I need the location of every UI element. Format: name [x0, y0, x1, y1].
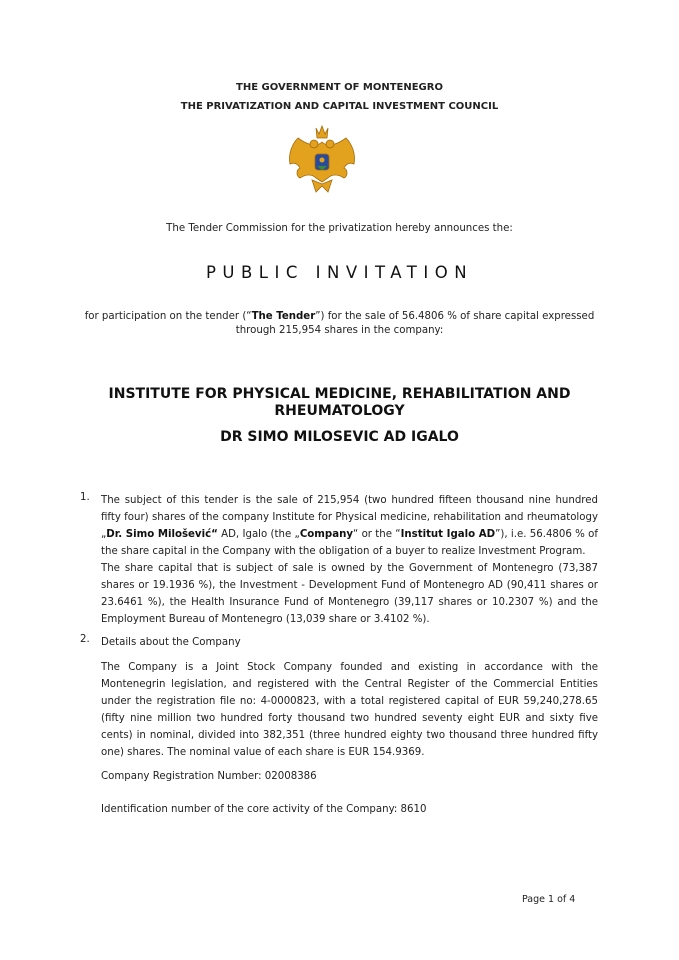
registration-number: Company Registration Number: 02008386 [101, 771, 317, 782]
subtitle-line1 [0, 311, 679, 322]
item-number: 1. [80, 492, 90, 503]
company-title-line1: INSTITUTE FOR PHYSICAL MEDICINE, REHABILITATION AND [108, 386, 571, 402]
company-details-paragraph: The Company is a Joint Stock Company founded and existing in accordance with the Montenegrin legislation, and registered with the Central Register of the Commercial Entities under the registration file no: 4-0000823, with a total registered capital of EUR 59,240,278.65 (fifty nine million two hundred forty thousand two hundred seventy eight EUR and sixty five cents) in nominal, divided into 382,351 (three hundred eighty two thousand three hundred fifty one) shares. The nominal value of each share is EUR 154.9369. [101, 662, 598, 758]
document-title: PUBLIC INVITATION [205, 263, 474, 282]
bold-text: Institut Igalo AD [400, 529, 496, 540]
subtitle-pre: for participation on the tender (“ [84, 311, 252, 322]
share-ownership-paragraph: The share capital that is subject of sale is owned by the Government of Montenegro (73,387 shares or 19.1936 %), the Investment - Development Fund of Montenegro AD (90,411 shares or 23.6461 %), the Health Insurance Fund of Montenegro (39,117 shares or 10.2307 %) and the Employment Bureau of Montenegro (13,039 share or 3.4102 %). [101, 563, 598, 625]
subtitle-post: ”) for the sale of 56.4806 % of share capital expressed [315, 311, 595, 322]
text: “ or the “ [352, 529, 401, 540]
core-activity-number: Identification number of the core activity of the Company: 8610 [101, 804, 427, 815]
company-title-line3: DR SIMO MILOSEVIC AD IGALO [220, 429, 459, 445]
company-title-line2: RHEUMATOLOGY [274, 403, 405, 419]
coat-of-arms-emblem [286, 124, 358, 200]
page-number: Page 1 of 4 [522, 894, 576, 905]
item-number: 2. [80, 634, 90, 645]
item2-heading: Details about the Company [101, 637, 241, 648]
council-heading: THE PRIVATIZATION AND CAPITAL INVESTMENT COUNCIL [180, 101, 499, 112]
subtitle-line2: through 215,954 shares in the company: [235, 325, 444, 336]
subtitle-bold: The Tender [251, 311, 316, 322]
text: ”), i.e. 56.4806 % of the share capital in the Company with the obligation of a buyer to realize Investment Program. [101, 529, 598, 557]
government-heading: THE GOVERNMENT OF MONTENEGRO [236, 82, 443, 93]
intro-text: The Tender Commission for the privatization hereby announces the: [166, 223, 513, 234]
text: The subject of this tender is the sale of 215,954 (two hundred fifteen thousand nine hundred fifty four) shares of the company Institute for Physical medicine, rehabilitation and rheumatology „ [101, 495, 598, 540]
item1-paragraph [101, 492, 598, 560]
bold-text: Company [299, 529, 353, 540]
bold-text: Dr. Simo Milošević“ [106, 529, 218, 540]
text: AD, Igalo (the „ [217, 529, 300, 540]
